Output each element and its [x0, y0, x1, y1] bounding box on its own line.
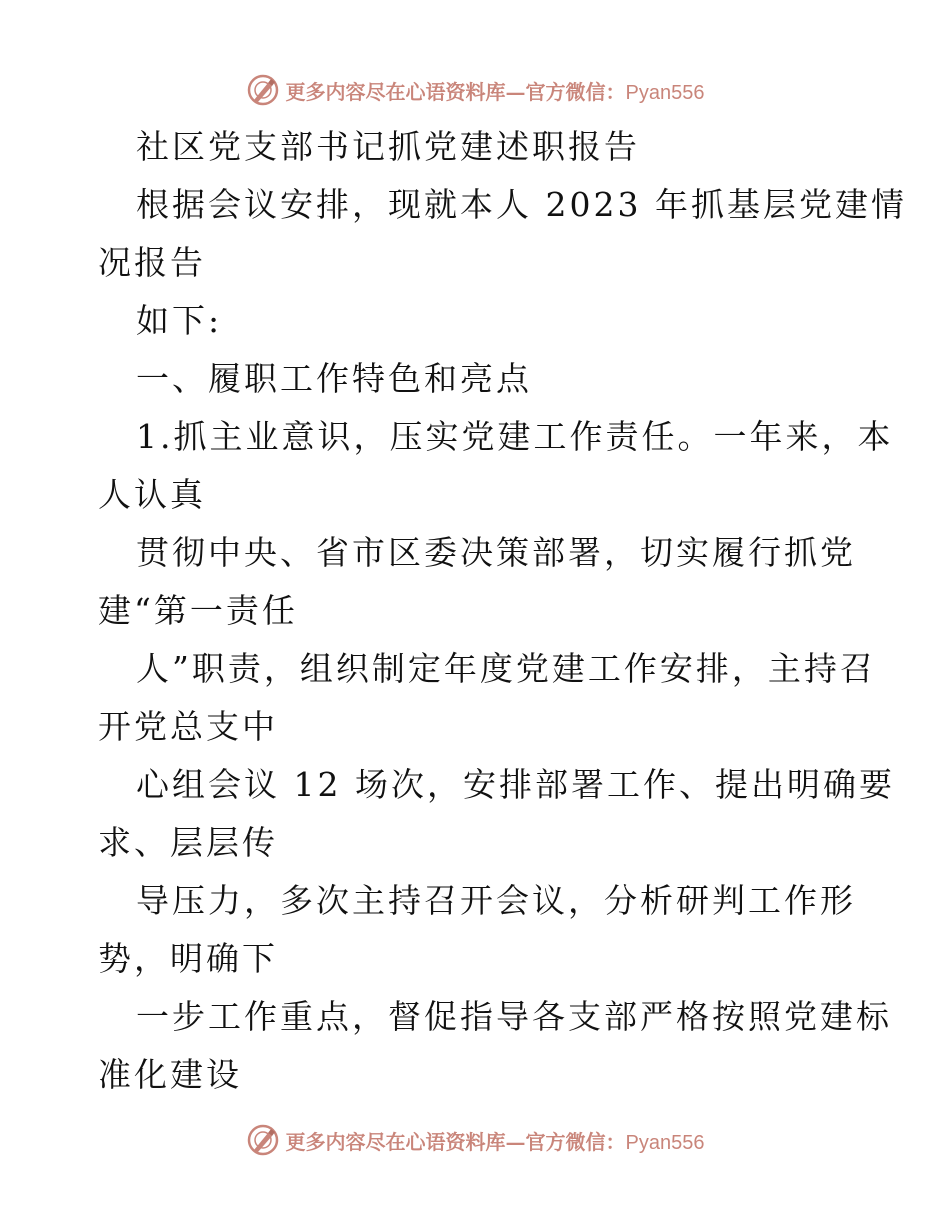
watermark-text: 更多内容尽在心语资料库—官方微信：Pyan556	[285, 1129, 705, 1154]
paragraph-line: 人认真	[98, 475, 206, 514]
paragraph-line: 心组会议 12 场次，安排部署工作、提出明确要	[136, 765, 895, 804]
paragraph-line: 人”职责，组织制定年度党建工作安排，主持召	[136, 649, 876, 688]
paragraph-line: 如下:	[136, 301, 223, 340]
paragraph-line: 求、层层传	[98, 823, 278, 862]
paragraph-line: 况报告	[98, 243, 206, 282]
paragraph-line: 一步工作重点，督促指导各支部严格按照党建标	[136, 997, 892, 1036]
watermark-handle: Pyan556	[625, 81, 705, 104]
paragraph-line: 建“第一责任	[98, 591, 298, 630]
paragraph-line: 准化建设	[98, 1055, 242, 1094]
paragraph-line: 导压力，多次主持召开会议，分析研判工作形	[136, 881, 856, 920]
watermark-text: 更多内容尽在心语资料库—官方微信：Pyan556	[285, 79, 705, 104]
paragraph-line: 1.抓主业意识，压实党建工作责任。一年来，本	[136, 417, 894, 456]
watermark-footer	[0, 1120, 950, 1160]
pen-logo-icon	[246, 73, 280, 107]
paragraph-line: 贯彻中央、省市区委决策部署，切实履行抓党	[136, 533, 856, 572]
watermark-handle: Pyan556	[625, 1131, 705, 1154]
document-body	[98, 118, 907, 1104]
paragraph-line: 根据会议安排，现就本人 2023 年抓基层党建情	[136, 185, 907, 224]
paragraph-line: 开党总支中	[98, 707, 278, 746]
watermark-header	[0, 70, 950, 110]
paragraph-line: 势，明确下	[98, 939, 278, 978]
document-title: 社区党支部书记抓党建述职报告	[136, 127, 640, 166]
pen-logo-icon	[246, 1123, 280, 1157]
section-heading: 一、履职工作特色和亮点	[136, 359, 532, 398]
